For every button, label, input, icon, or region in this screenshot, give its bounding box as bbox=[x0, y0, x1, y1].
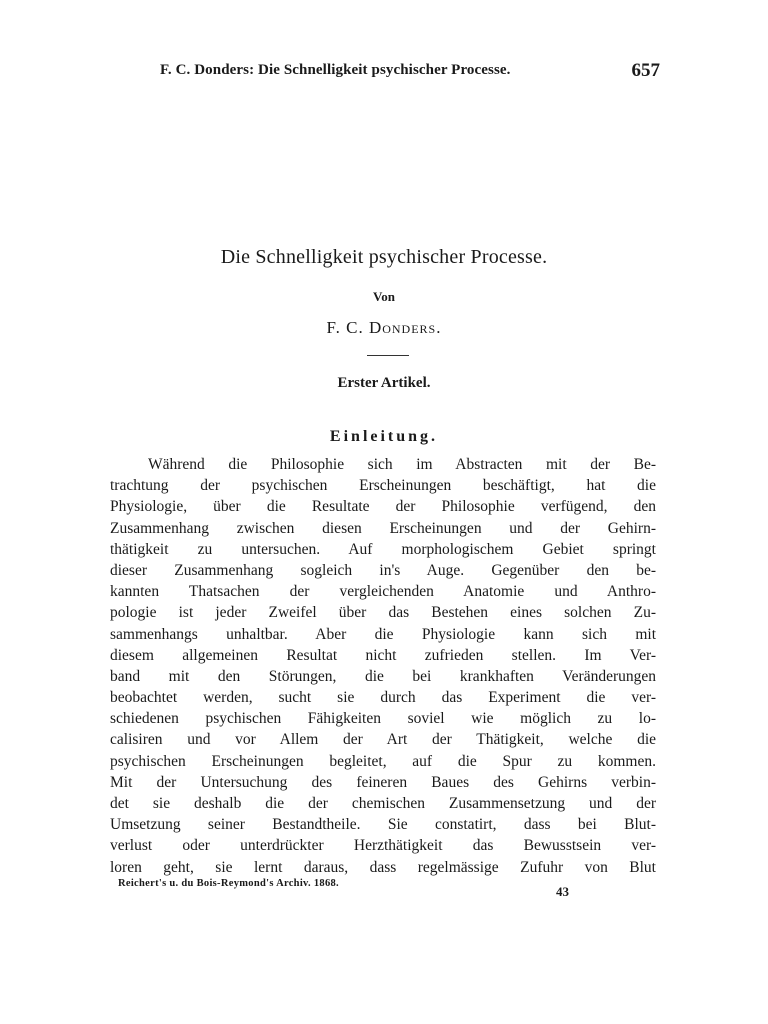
body-line: det sie deshalb die der chemischen Zusammensetzung und der bbox=[110, 795, 656, 812]
body-line: Während die Philosophie sich im Abstracten mit der Be- bbox=[148, 456, 656, 473]
section-heading: Erster Artikel. bbox=[337, 375, 431, 391]
body-line: psychischen Erscheinungen begleitet, auf die Spur zu kommen. bbox=[110, 752, 656, 770]
body-line: band mit den Störungen, die bei krankhaften Veränderungen bbox=[110, 667, 656, 685]
body-line: dieser Zusammenhang sogleich in's Auge. Gegenüber den be- bbox=[110, 561, 656, 579]
page-footer bbox=[118, 878, 588, 900]
body-line: beobachtet werden, sucht sie durch das Experiment die ver- bbox=[110, 689, 656, 707]
body-line: Mit der Untersuchung des feineren Baues des Gehirns verbin- bbox=[110, 773, 656, 791]
article-title: Die Schnelligkeit psychischer Processe. bbox=[220, 246, 548, 268]
source-citation: Reichert's u. du Bois-Reymond's Archiv. 1868. bbox=[118, 878, 339, 889]
signature-mark: 43 bbox=[556, 884, 569, 899]
body-line: Umsetzung seiner Bestandtheile. Sie constatirt, dass bei Blut- bbox=[110, 816, 656, 834]
body-line: thätigkeit zu untersuchen. Auf morphologischem Gebiet springt bbox=[110, 540, 656, 558]
body-line: schiedenen psychischen Fähigkeiten soviel wie möglich zu lo- bbox=[110, 710, 656, 728]
body-line: pologie ist jeder Zweifel über das Bestehen eines solchen Zu- bbox=[110, 604, 656, 622]
byline-von: Von bbox=[373, 289, 395, 304]
body-line: Physiologie, über die Resultate der Philosophie verfügend, den bbox=[110, 498, 656, 516]
body-line: calisiren und vor Allem der Art der Thätigkeit, welche die bbox=[110, 731, 656, 749]
body-line: verlust oder unterdrückter Herzthätigkeit das Bewusstsein ver- bbox=[110, 837, 656, 855]
running-title: F. C. Donders: Die Schnelligkeit psychischer Processe. bbox=[160, 62, 511, 78]
running-head bbox=[160, 60, 660, 84]
body-line: trachtung der psychischen Erscheinungen beschäftigt, hat die bbox=[110, 477, 656, 495]
body-line: kannten Thatsachen der vergleichenden Anatomie und Anthro- bbox=[110, 583, 656, 601]
divider-rule bbox=[367, 355, 409, 356]
subsection-heading: Einleitung. bbox=[329, 428, 439, 445]
body-line: loren geht, sie lernt daraus, dass regelmässige Zufuhr von Blut bbox=[110, 858, 656, 876]
body-paragraph bbox=[110, 454, 656, 878]
body-line: Zusammenhang zwischen diesen Erscheinungen und der Gehirn- bbox=[110, 519, 656, 537]
body-line: diesem allgemeinen Resultat nicht zufrieden stellen. Im Ver- bbox=[110, 646, 656, 664]
body-line: sammenhangs unhaltbar. Aber die Physiologie kann sich mit bbox=[110, 625, 656, 643]
page-number: 657 bbox=[631, 60, 660, 81]
author-name: F. C. Donders. bbox=[326, 318, 442, 337]
